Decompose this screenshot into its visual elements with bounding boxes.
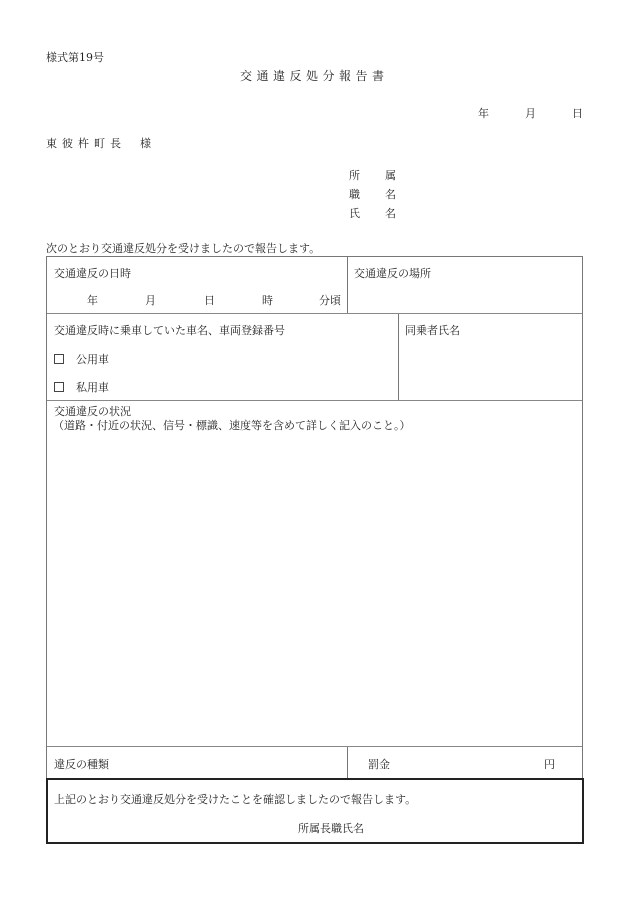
form-number: 様式第19号 (46, 51, 104, 64)
violation-type-label: 違反の種類 (54, 758, 109, 771)
location-label: 交通違反の場所 (354, 267, 431, 280)
location-cell[interactable] (348, 257, 582, 313)
confirmation-box (46, 778, 584, 844)
reporter-position: 職 名 (349, 188, 396, 201)
official-car-label: 公用車 (76, 353, 109, 366)
date-year-label: 年 (478, 107, 489, 120)
honorific: 様 (140, 137, 156, 150)
reporter-name: 氏 名 (349, 207, 396, 220)
datetime-minute: 分頃 (319, 294, 341, 307)
option-private-car[interactable] (54, 379, 109, 395)
datetime-month: 月 (145, 294, 156, 307)
datetime-cell[interactable] (47, 257, 348, 313)
vehicle-label: 交通違反時に乗車していた車名、車両登録番号 (54, 324, 285, 337)
row-vehicle-passenger (47, 314, 582, 401)
passenger-cell[interactable] (399, 314, 582, 400)
intro-text: 次のとおり交通違反処分を受けましたので報告します。 (46, 242, 321, 255)
row-datetime-location (47, 257, 582, 314)
fine-unit: 円 (544, 758, 555, 771)
situation-cell[interactable] (47, 401, 582, 746)
datetime-day: 日 (204, 294, 215, 307)
private-car-label: 私用車 (76, 381, 109, 394)
official-car-checkbox[interactable] (54, 354, 64, 364)
private-car-checkbox[interactable] (54, 382, 64, 392)
row-violation-fine (47, 747, 582, 779)
datetime-year: 年 (87, 294, 98, 307)
confirmation-text: 上記のとおり交通違反処分を受けたことを確認しましたので報告します。 (54, 793, 417, 806)
situation-label: 交通違反の状況 (54, 405, 131, 418)
document-title: 交通違反処分報告書 (240, 69, 389, 83)
report-table (46, 256, 583, 780)
row-situation (47, 401, 582, 747)
date-month-label: 月 (525, 107, 536, 120)
passenger-label: 同乗者氏名 (405, 324, 460, 337)
fine-label: 罰金 (368, 758, 390, 771)
date-day-label: 日 (572, 107, 583, 120)
addressee-name: 東彼杵町長 (46, 137, 126, 150)
violation-type-cell[interactable] (47, 747, 348, 779)
addressee (46, 135, 156, 151)
datetime-hour: 時 (262, 294, 273, 307)
fine-cell[interactable] (348, 747, 582, 779)
situation-note: （道路・付近の状況、信号・標識、速度等を含めて詳しく記入のこと。） (53, 419, 411, 432)
datetime-label: 交通違反の日時 (54, 267, 131, 280)
option-official-car[interactable] (54, 351, 109, 367)
reporter-affiliation: 所 属 (349, 169, 396, 182)
vehicle-cell (47, 314, 399, 400)
signature-label: 所属長職氏名 (298, 822, 364, 835)
